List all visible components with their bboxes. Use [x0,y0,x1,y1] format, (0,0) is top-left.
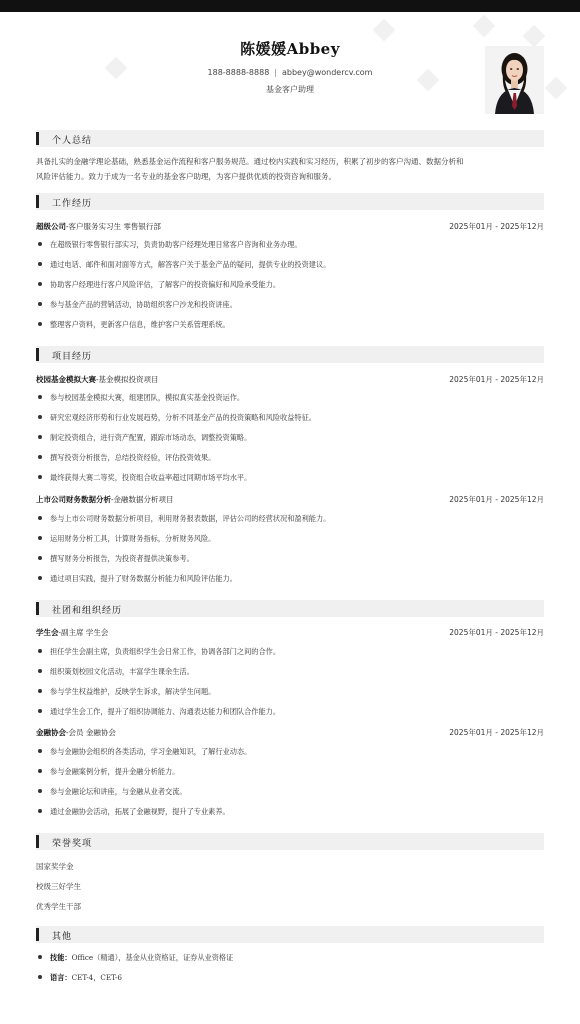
project-entry-header [36,494,544,506]
list-item: 通过电话、邮件和面对面等方式，解答客户关于基金产品的疑问，提供专业的投资建议。 [38,260,538,270]
club-entry-header [36,727,544,739]
list-item: 参与校园基金模拟大赛，组建团队，模拟真实基金投资运作。 [38,393,538,403]
list-item: 参与金融论坛和讲座，与金融从业者交流。 [38,787,538,797]
profile-photo [485,46,544,114]
list-item: 通过学生会工作，提升了组织协调能力、沟通表达能力和团队合作能力。 [38,707,538,717]
list-item: 最终获得大赛二等奖，投资组合收益率超过同期市场平均水平。 [38,473,538,483]
list-item: 通过金融协会活动，拓展了金融视野，提升了专业素养。 [38,807,538,817]
work-entry-header [36,221,544,233]
entry-date: 2025年01月 - 2025年12月 [449,222,544,231]
summary-text [36,154,544,184]
award-item: 校级三好学生 [36,882,81,891]
list-item: 撰写投资分析报告，总结投资经验，评估投资效果。 [38,453,538,463]
entry-role: -会员 金融协会 [66,728,116,737]
entry-date: 2025年01月 - 2025年12月 [449,728,544,737]
list-item: 协助客户经理进行客户风险评估，了解客户的投资偏好和风险承受能力。 [38,280,538,290]
list-item: 参与金融协会组织的各类活动，学习金融知识，了解行业动态。 [38,747,538,757]
list-item: 撰写财务分析报告，为投资者提供决策参考。 [38,554,538,564]
list-item: 参与上市公司财务数据分析项目，利用财务报表数据，评估公司的经营状况和盈利能力。 [38,514,538,524]
phone-number: 188-8888-8888 [207,68,270,77]
section-header-awards [36,833,544,850]
entry-organization: 学生会 [36,628,59,637]
list-item: 参与基金产品的营销活动，协助组织客户沙龙和投资讲座。 [38,300,538,310]
list-item: 制定投资组合，进行资产配置，跟踪市场动态，调整投资策略。 [38,433,538,443]
entry-role: -金融数据分析项目 [111,495,174,504]
entry-role: -客户服务实习生 零售银行部 [66,222,161,231]
club-entry-header [36,627,544,639]
email-address: abbey@wondercv.com [281,68,373,77]
section-header-summary [36,130,544,147]
award-item: 优秀学生干部 [36,902,81,911]
summary-line: 具备扎实的金融学理论基础，熟悉基金运作流程和客户服务规范。通过校内实践和实习经历，积累了初步的客户沟通、数据分析和 [36,157,464,166]
section-header-projects [36,346,544,363]
section-title: 其他 [52,932,73,942]
entry-organization: 超级公司 [36,222,66,231]
list-item: 整理客户资料，更新客户信息，维护客户关系管理系统。 [38,320,538,330]
entry-organization: 金融协会 [36,728,66,737]
entry-role: -副主席 学生会 [58,628,109,637]
decorative-diamond [473,15,496,38]
project-entry-header [36,374,544,386]
list-item: 在超级银行零售银行部实习，负责协助客户经理处理日常客户咨询和业务办理。 [38,240,538,250]
section-header-clubs [36,600,544,617]
item-value: Office（精通），基金从业资格证，证券从业资格证 [71,953,234,962]
section-title: 荣誉奖项 [52,839,93,849]
section-header-work [36,193,544,210]
contact-line: 188-8888-8888 | abbey@wondercv.com [207,68,373,77]
entry-date: 2025年01月 - 2025年12月 [449,375,544,384]
summary-line: 风险评估能力。致力于成为一名专业的基金客户助理，为客户提供优质的投资咨询和服务。 [36,172,336,181]
item-label: 技能： [50,953,72,962]
entry-organization: 上市公司财务数据分析 [36,495,111,504]
list-item: 参与金融案例分析，提升金融分析能力。 [38,767,538,777]
top-bar [0,0,580,12]
award-item: 国家奖学金 [36,862,74,871]
list-item: 参与学生权益维护，反映学生诉求，解决学生问题。 [38,687,538,697]
entry-organization: 校园基金模拟大赛 [36,375,96,384]
list-item: 通过项目实践，提升了财务数据分析能力和风险评估能力。 [38,574,538,584]
candidate-name: 陈媛媛Abbey [240,40,340,58]
item-value: CET-4，CET-6 [71,973,122,982]
job-target: 基金客户助理 [266,85,314,94]
list-item: 担任学生会副主席，负责组织学生会日常工作，协调各部门之间的合作。 [38,647,538,657]
item-label: 语言： [50,973,72,982]
list-item: 运用财务分析工具，计算财务指标，分析财务风险。 [38,534,538,544]
entry-date: 2025年01月 - 2025年12月 [449,628,544,637]
section-title: 项目经历 [52,352,93,362]
entry-date: 2025年01月 - 2025年12月 [449,495,544,504]
list-item: 研究宏观经济形势和行业发展趋势，分析不同基金产品的投资策略和风险收益特征。 [38,413,538,423]
section-title: 个人总结 [52,136,93,146]
list-item: 组织策划校园文化活动，丰富学生课余生活。 [38,667,538,677]
section-header-others [36,926,544,943]
section-title: 工作经历 [52,199,93,209]
section-title: 社团和组织经历 [52,606,123,616]
list-item [38,973,538,983]
list-item [38,953,538,963]
entry-role: -基金模拟投资项目 [96,375,159,384]
